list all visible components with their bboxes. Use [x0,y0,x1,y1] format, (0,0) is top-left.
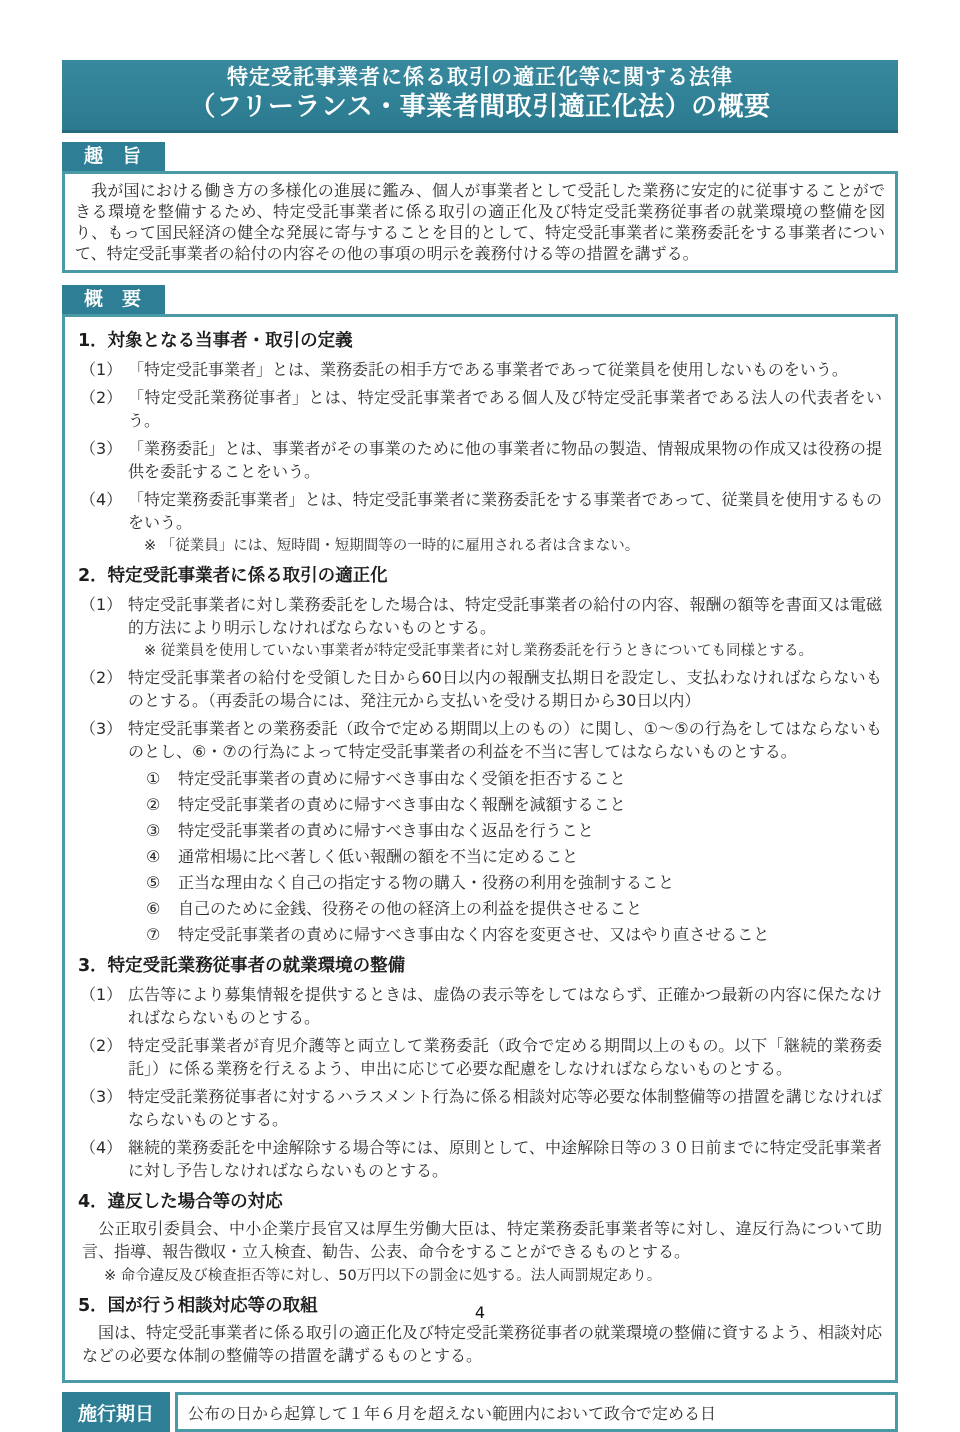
item-marker: （1） [80,360,123,379]
item-text: 特定受託事業者との業務委託（政令で定める期間以上のもの）に関し、①～⑤の行為をしてはならないものとし、⑥・⑦の行為によって特定受託事業者の利益を不当に害してはならないものとする。 [128,719,882,761]
section-heading: 1．対象となる当事者・取引の定義 [78,331,353,351]
overview-box [62,314,898,1383]
list-item [78,1085,882,1131]
list-item [78,386,882,432]
section-note: ※ 命令違反及び検査拒否等に対し、50万円以下の罰金に処する。法人両罰規定あり。 [104,1268,662,1284]
effective-date-box [175,1392,898,1432]
section-heading: 3．特定受託業務従事者の就業環境の整備 [78,956,406,976]
effective-date-row [62,1392,898,1432]
list-subitem [142,871,882,894]
law-title-line2: （フリーランス・事業者間取引適正化法）の概要 [189,92,771,122]
section-paragraph: 公正取引委員会、中小企業庁長官又は厚生労働大臣は、特定業務委託事業者等に対し、違反行為について助言、指導、報告徴収・立入検査、勧告、公表、命令をすることができるものとする。 [82,1219,882,1261]
subitem-text: 特定受託事業者の責めに帰すべき事由なく内容を変更させ、又はやり直させること [178,925,770,944]
circled-number-marker: ③ [146,821,161,840]
overview-subsection-transactions [78,565,882,946]
list-subitem [142,845,882,868]
section-heading: 2．特定受託事業者に係る取引の適正化 [78,566,388,586]
section-heading: 5．国が行う相談対応等の取組 [78,1296,318,1316]
list-item [78,593,882,661]
item-marker: （3） [80,1087,123,1106]
overview-subsection-violations [78,1191,882,1286]
list-item [78,717,882,946]
item-marker: （3） [80,439,123,458]
item-text: 「特定受託事業者」とは、業務委託の相手方である事業者であって従業員を使用しないものをいう。 [128,360,848,379]
circled-number-marker: ④ [146,847,161,866]
subitem-text: 通常相場に比べ著しく低い報酬の額を不当に定めること [178,847,579,866]
circled-number-marker: ① [146,769,161,788]
circled-number-marker: ② [146,795,161,814]
overview-badge: 概 要 [62,285,165,314]
page-number: 4 [474,1303,486,1322]
purpose-box [62,171,898,273]
overview-section [62,285,898,1383]
item-text: 「特定受託業務従事者」とは、特定受託事業者である個人及び特定受託事業者である法人の代表者をいう。 [128,388,882,430]
prohibited-acts-list [142,767,882,946]
item-text: 広告等により募集情報を提供するときは、虚偽の表示等をしてはならず、正確かつ最新の内容に保たなければならないものとする。 [128,985,882,1027]
item-marker: （1） [80,985,123,1004]
item-marker: （2） [80,388,123,407]
list-item [78,666,882,712]
item-marker: （2） [80,668,123,687]
document-content [62,60,898,1432]
subitem-text: 正当な理由なく自己の指定する物の購入・役務の利用を強制すること [178,873,675,892]
law-title-line1: 特定受託事業者に係る取引の適正化等に関する法律 [227,65,733,89]
item-marker: （1） [80,595,123,614]
item-note: ※ 従業員を使用していない事業者が特定受託事業者に対し業務委託を行うときについても同様とする。 [144,643,813,659]
item-marker: （4） [80,1138,123,1157]
list-subitem [142,767,882,790]
purpose-section [62,142,898,273]
item-text: 「特定業務委託事業者」とは、特定受託事業者に業務委託をする事業者であって、従業員を使用するものをいう。 [128,490,882,532]
list-subitem [142,923,882,946]
list-item [78,983,882,1029]
item-text: 「業務委託」とは、事業者がその事業のために他の事業者に物品の製造、情報成果物の作成又は役務の提供を委託することをいう。 [128,439,882,481]
effective-date-badge: 施行期日 [62,1392,170,1432]
circled-number-marker: ⑤ [146,873,161,892]
item-text: 特定受託業務従事者に対するハラスメント行為に係る相談対応等必要な体制整備等の措置を講じなければならないものとする。 [128,1087,882,1129]
subitem-text: 特定受託事業者の責めに帰すべき事由なく受領を拒否すること [178,769,626,788]
list-subitem [142,793,882,816]
item-marker: （2） [80,1036,123,1055]
item-text: 特定受託事業者に対し業務委託をした場合は、特定受託事業者の給付の内容、報酬の額等を書面又は電磁的方法により明示しなければならないものとする。 [128,595,882,637]
list-item [78,1136,882,1182]
overview-subsection-work-environment [78,955,882,1182]
item-text: 特定受託事業者の給付を受領した日から60日以内の報酬支払期日を設定し、支払わなければならないものとする。（再委託の場合には、発注元から支払いを受ける期日から30日以内） [128,668,882,710]
subitem-text: 特定受託事業者の責めに帰すべき事由なく返品を行うこと [178,821,594,840]
item-note: ※ 「従業員」には、短時間・短期間等の一時的に雇用される者は含まない。 [144,538,640,554]
item-text: 継続的業務委託を中途解除する場合等には、原則として、中途解除日等の３０日前までに特定受託事業者に対し予告しなければならないものとする。 [128,1138,882,1180]
circled-number-marker: ⑦ [146,925,161,944]
effective-date-text: 公布の日から起算して１年６月を超えない範囲内において政令で定める日 [188,1403,717,1423]
list-subitem [142,897,882,920]
section-paragraph: 国は、特定受託事業者に係る取引の適正化及び特定受託業務従事者の就業環境の整備に資するよう、相談対応などの必要な体制の整備等の措置を講ずるものとする。 [82,1323,883,1365]
list-item [78,358,882,381]
list-item [78,437,882,483]
list-subitem [142,819,882,842]
purpose-badge: 趣 旨 [62,142,165,171]
title-banner [62,60,898,133]
overview-subsection-definitions [78,330,882,556]
purpose-text: 我が国における働き方の多様化の進展に鑑み、個人が事業者として受託した業務に安定的に従事することができる環境を整備するため、特定受託事業者に係る取引の適正化及び特定受託業務従事者の就業環境の整備を図り、もって国民経済の健全な発展に寄与することを目的として、特定受託事業者に業務委託をする事業者について、特定受託事業者の給付の内容その他の事項の明示を義務付ける等の措置を講ずる。 [75,181,885,263]
section-heading: 4．違反した場合等の対応 [78,1192,283,1212]
item-marker: （4） [80,490,123,509]
circled-number-marker: ⑥ [146,899,161,918]
item-marker: （3） [80,719,123,738]
list-item [78,488,882,556]
item-text: 特定受託事業者が育児介護等と両立して業務委託（政令で定める期間以上のもの。以下「継続的業務委託」）に係る業務を行えるよう、申出に応じて必要な配慮をしなければならないものとする。 [128,1036,882,1078]
list-item [78,1034,882,1080]
subitem-text: 特定受託事業者の責めに帰すべき事由なく報酬を減額すること [178,795,626,814]
subitem-text: 自己のために金銭、役務その他の経済上の利益を提供させること [178,899,643,918]
